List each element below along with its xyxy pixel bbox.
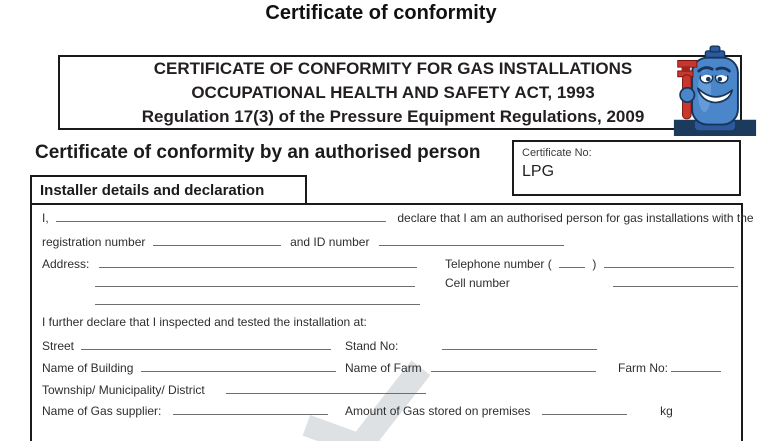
field-township[interactable] [226,381,426,394]
registration-label: registration number [42,235,146,249]
field-id-number[interactable] [379,233,564,246]
field-telephone-number[interactable] [604,255,734,268]
telephone-label: Telephone number ( [445,257,552,271]
telephone-label-close: ) [592,257,597,271]
page-title: Certificate of conformity [265,2,497,24]
field-address-line-2[interactable] [95,274,415,287]
further-declare-text: I further declare that I inspected and tested the installation at: [42,315,367,329]
gas-amount-label: Amount of Gas stored on premises [345,404,531,418]
header-box [58,55,742,130]
field-registration-number[interactable] [153,233,281,246]
field-gas-amount[interactable] [542,402,627,415]
field-cell-number[interactable] [613,274,738,287]
subtitle: Certificate of conformity by an authorised person [35,142,481,163]
field-address-line-3[interactable] [95,292,420,305]
street-label: Street [42,339,75,353]
section-installer-details [30,175,307,205]
field-telephone-area-code[interactable] [559,255,585,268]
header-line-3: Regulation 17(3) of the Pressure Equipment Regulations, 2009 [141,106,645,126]
field-street[interactable] [81,337,331,350]
stand-no-label: Stand No: [345,339,399,353]
header-line-1: CERTIFICATE OF CONFORMITY FOR GAS INSTALLATIONS [153,58,633,78]
farm-no-label: Farm No: [618,361,669,375]
building-label: Name of Building [42,361,134,375]
field-farm-name[interactable] [431,359,596,372]
field-installer-name[interactable] [56,209,386,222]
declare-text: declare that I am an authorised person for gas installations with the [397,211,754,225]
kg-label: kg [660,404,673,418]
cell-label: Cell number [445,276,510,290]
gas-supplier-label: Name of Gas supplier: [42,404,162,418]
section-title: Installer details and declaration [40,181,265,199]
field-stand-no[interactable] [442,337,597,350]
certificate-no-box [512,140,741,196]
i-label: I, [42,211,49,225]
farm-label: Name of Farm [345,361,422,375]
certificate-no-label: Certificate No: [522,147,592,159]
township-label: Township/ Municipality/ District [42,383,205,397]
field-farm-no[interactable] [671,359,721,372]
field-address-line-1[interactable] [99,255,417,268]
certificate-no-value: LPG [522,163,555,180]
and-id-label: and ID number [290,235,370,249]
header-line-2: OCCUPATIONAL HEALTH AND SAFETY ACT, 1993 [191,82,595,102]
field-building-name[interactable] [141,359,336,372]
address-label: Address: [42,257,90,271]
field-gas-supplier[interactable] [173,402,328,415]
gas-cylinder-mascot-icon [672,45,758,141]
